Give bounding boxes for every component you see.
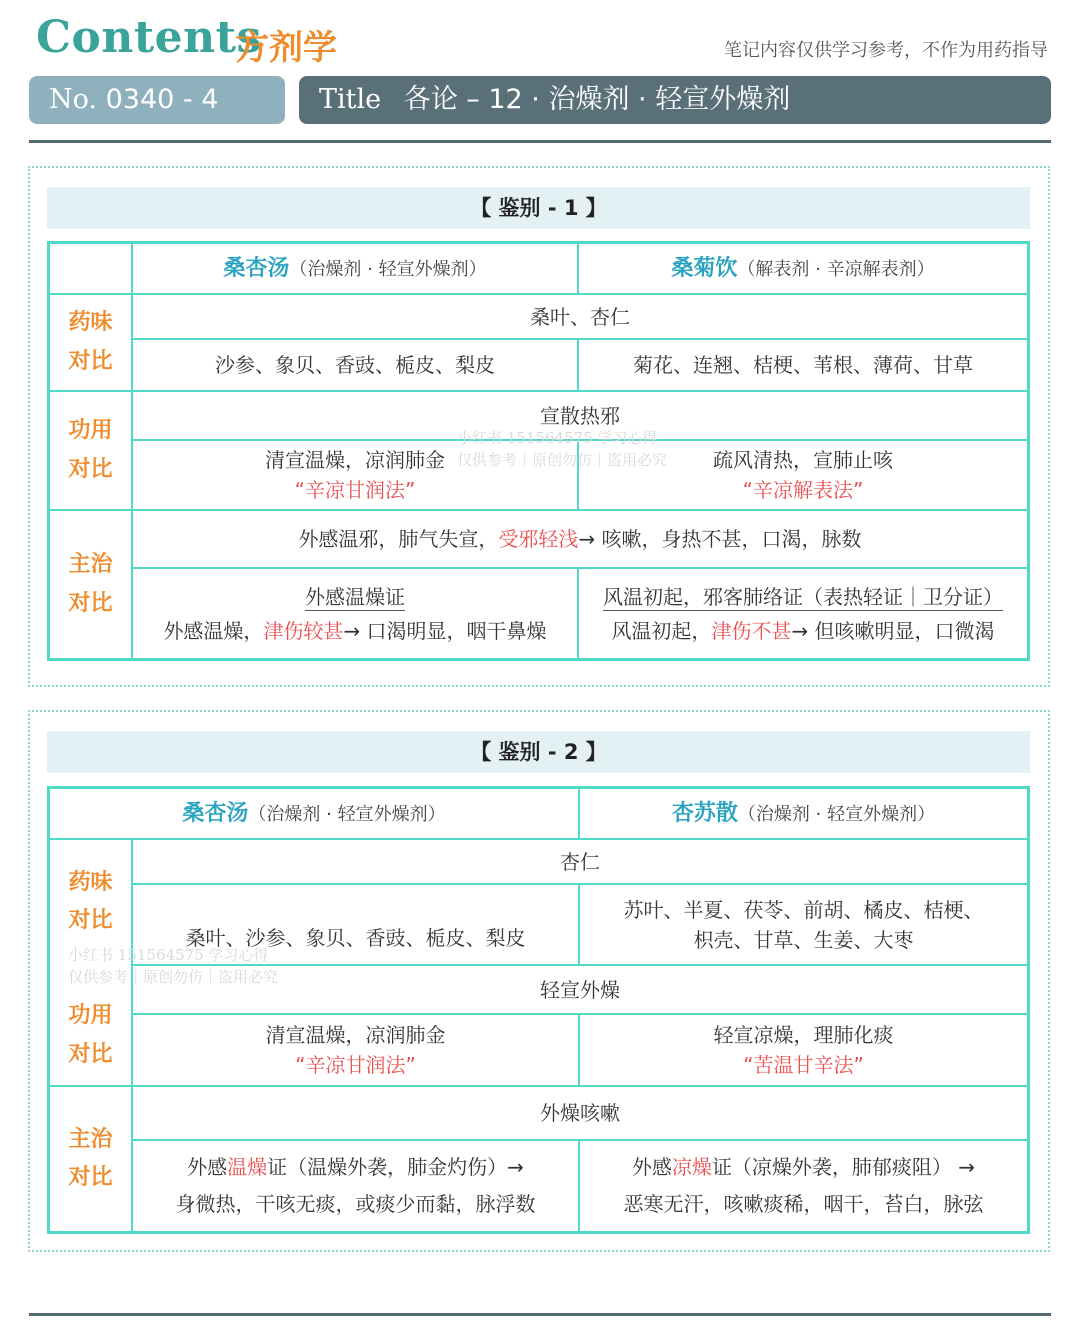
s1-ind-left-b: → 口渴明显，咽干鼻燥	[343, 618, 547, 643]
s1-drugs-label-1: 药味	[68, 310, 113, 335]
s1-effects-left-text: 清宣温燥，凉润肺金	[265, 448, 445, 472]
s2-effects-left-text: 清宣温燥，凉润肺金	[265, 1023, 446, 1047]
s2-ind-left-b: 证（温燥外袭，肺金灼伤）→	[267, 1155, 524, 1179]
watermark-1	[457, 427, 667, 471]
s1-col2-category: （解表剂 · 辛凉解表剂）	[737, 259, 935, 280]
s2-effects-left-method: “辛凉甘润法”	[295, 1053, 416, 1077]
disclaimer: 笔记内容仅供学习参考，不作为用药指导	[724, 40, 1048, 61]
s2-ind-right-b: 证（凉燥外袭，肺郁痰阻） →	[711, 1155, 976, 1179]
s1-ind-left-red: 津伤较甚	[263, 618, 344, 643]
s2-effects-right-method: “苦温甘辛法”	[743, 1053, 864, 1077]
s1-effects-right-text: 疏风清热，宣肺止咳	[713, 448, 893, 472]
s1-effects-label-1: 功用	[68, 418, 113, 443]
s2-indications-label-1: 主治	[68, 1126, 113, 1152]
s1-col2-header	[579, 244, 1027, 293]
s2-drugs-left: 桑叶、沙参、象贝、香豉、栀皮、梨皮	[185, 925, 526, 950]
s2-effects-left	[133, 1015, 578, 1085]
s1-drugs-common: 桑叶、杏仁	[530, 304, 630, 329]
s2-indications-left	[133, 1141, 578, 1231]
s1-indications-right	[579, 569, 1027, 658]
s1-indications-label-2: 对比	[68, 590, 113, 616]
s2-effects-label-2: 对比	[68, 1041, 113, 1067]
s2-effects-label-1: 功用	[68, 1003, 113, 1028]
s1-drugs-label-2: 对比	[68, 348, 113, 374]
s1-col1-name: 桑杏汤	[223, 256, 290, 281]
top-divider	[29, 140, 1051, 143]
s1-effects-right-method: “辛凉解表法”	[742, 478, 864, 502]
s2-col1-category: （治燥剂 · 轻宣外燥剂）	[248, 804, 446, 825]
note-number-box	[29, 76, 285, 124]
s2-drugs-label-1: 药味	[68, 869, 113, 895]
s2-col1-header	[50, 789, 578, 838]
note-number-label: No.	[49, 84, 97, 115]
note-title-value: 各论 – 12 · 治燥剂 · 轻宣外燥剂	[403, 84, 791, 115]
s2-ind-left-red: 温燥	[227, 1155, 268, 1179]
s2-col1-name: 桑杏汤	[182, 801, 249, 826]
s1-drugs-right: 菊花、连翘、桔梗、苇根、薄荷、甘草	[633, 353, 973, 377]
watermark-1-line2: 仅供参考｜原创勿仿｜盗用必究	[457, 451, 668, 469]
s2-ind-right-a: 外感	[631, 1155, 672, 1179]
s2-drugs-right-line1: 苏叶、半夏、茯苓、前胡、橘皮、桔梗、	[623, 897, 984, 922]
section1-heading: 【 鉴别 - 1 】	[47, 187, 1030, 229]
s2-drugs-common: 杏仁	[560, 849, 600, 874]
watermark-1-line1: 小红书 151564575 学习心得	[457, 429, 658, 447]
s1-indications-label-1: 主治	[68, 552, 113, 577]
s1-col1-category: （治燥剂 · 轻宣外燥剂）	[289, 259, 487, 280]
s2-indications-right	[580, 1141, 1027, 1231]
s2-indications-common: 外燥咳嗽	[540, 1101, 620, 1125]
s1-ind-left-title: 外感温燥证	[305, 584, 405, 609]
s1-ind-right-a: 风温初起，	[611, 618, 712, 643]
s2-col2-header	[580, 789, 1027, 838]
s1-effects-label	[50, 392, 131, 509]
s1-indications-left	[133, 569, 577, 658]
s2-drugs-right-line2: 枳壳、甘草、生姜、大枣	[693, 927, 914, 952]
s1-effects-common: 宣散热邪	[540, 403, 620, 428]
s1-ind-right-b: → 但咳嗽明显，口微渴	[791, 618, 995, 643]
brand-title: Contents	[36, 12, 262, 63]
bottom-divider	[29, 1313, 1051, 1316]
s2-effects-right-text: 轻宣凉燥，理肺化痰	[713, 1023, 894, 1047]
s1-ind-left-a: 外感温燥，	[163, 618, 264, 643]
s1-ind-right-red: 津伤不甚	[711, 618, 792, 643]
s1-ind-right-title: 风温初起，邪客肺络证（表热轻证｜卫分证）	[603, 584, 1003, 609]
watermark-2	[68, 944, 278, 988]
s1-indications-label	[50, 511, 131, 658]
s2-ind-left-a: 外感	[187, 1155, 228, 1179]
s2-effects-common: 轻宣外燥	[540, 977, 620, 1002]
s1-effects-label-2: 对比	[68, 456, 113, 482]
s1-indications-common	[133, 511, 1027, 567]
s2-drugs-right	[580, 885, 1027, 964]
s2-ind-right-red: 凉燥	[671, 1155, 712, 1179]
subject-title: 方剂学	[235, 28, 337, 68]
section2-table	[47, 786, 1030, 1234]
note-title-box	[299, 76, 1051, 124]
s1-col1-header	[133, 244, 577, 293]
s2-ind-right-line2: 恶寒无汗，咳嗽痰稀，咽干，苔白，脉弦	[623, 1192, 984, 1216]
s2-col2-name: 杏苏散	[671, 801, 738, 826]
s1-ind-common-b: → 咳嗽，身热不甚，口渴，脉数	[578, 527, 862, 551]
watermark-2-line2: 仅供参考｜原创勿仿｜盗用必究	[68, 968, 279, 986]
s1-ind-common-red: 受邪轻浅	[498, 527, 579, 551]
s2-indications-label-2: 对比	[68, 1165, 113, 1190]
s2-col2-category: （治燥剂 · 轻宣外燥剂）	[737, 804, 936, 825]
s2-effects-right	[580, 1015, 1027, 1085]
s1-drugs-label	[50, 295, 131, 390]
s2-indications-label	[50, 1087, 131, 1231]
s1-ind-common-a: 外感温邪，肺气失宣，	[298, 527, 499, 551]
s2-ind-left-line2: 身微热，干咳无痰，或痰少而黏，脉浮数	[175, 1192, 536, 1216]
s1-col2-name: 桑菊饮	[671, 256, 738, 281]
note-number-value: 0340 - 4	[105, 84, 219, 115]
s1-drugs-left: 沙参、象贝、香豉、栀皮、梨皮	[215, 353, 495, 377]
s2-drugs-label-2: 对比	[68, 908, 113, 933]
watermark-2-line1: 小红书 151564575 学习心得	[68, 946, 269, 964]
section2-heading: 【 鉴别 - 2 】	[47, 731, 1030, 773]
s1-effects-left-method: “辛凉甘润法”	[294, 478, 416, 502]
note-title-label: Title	[319, 84, 382, 115]
